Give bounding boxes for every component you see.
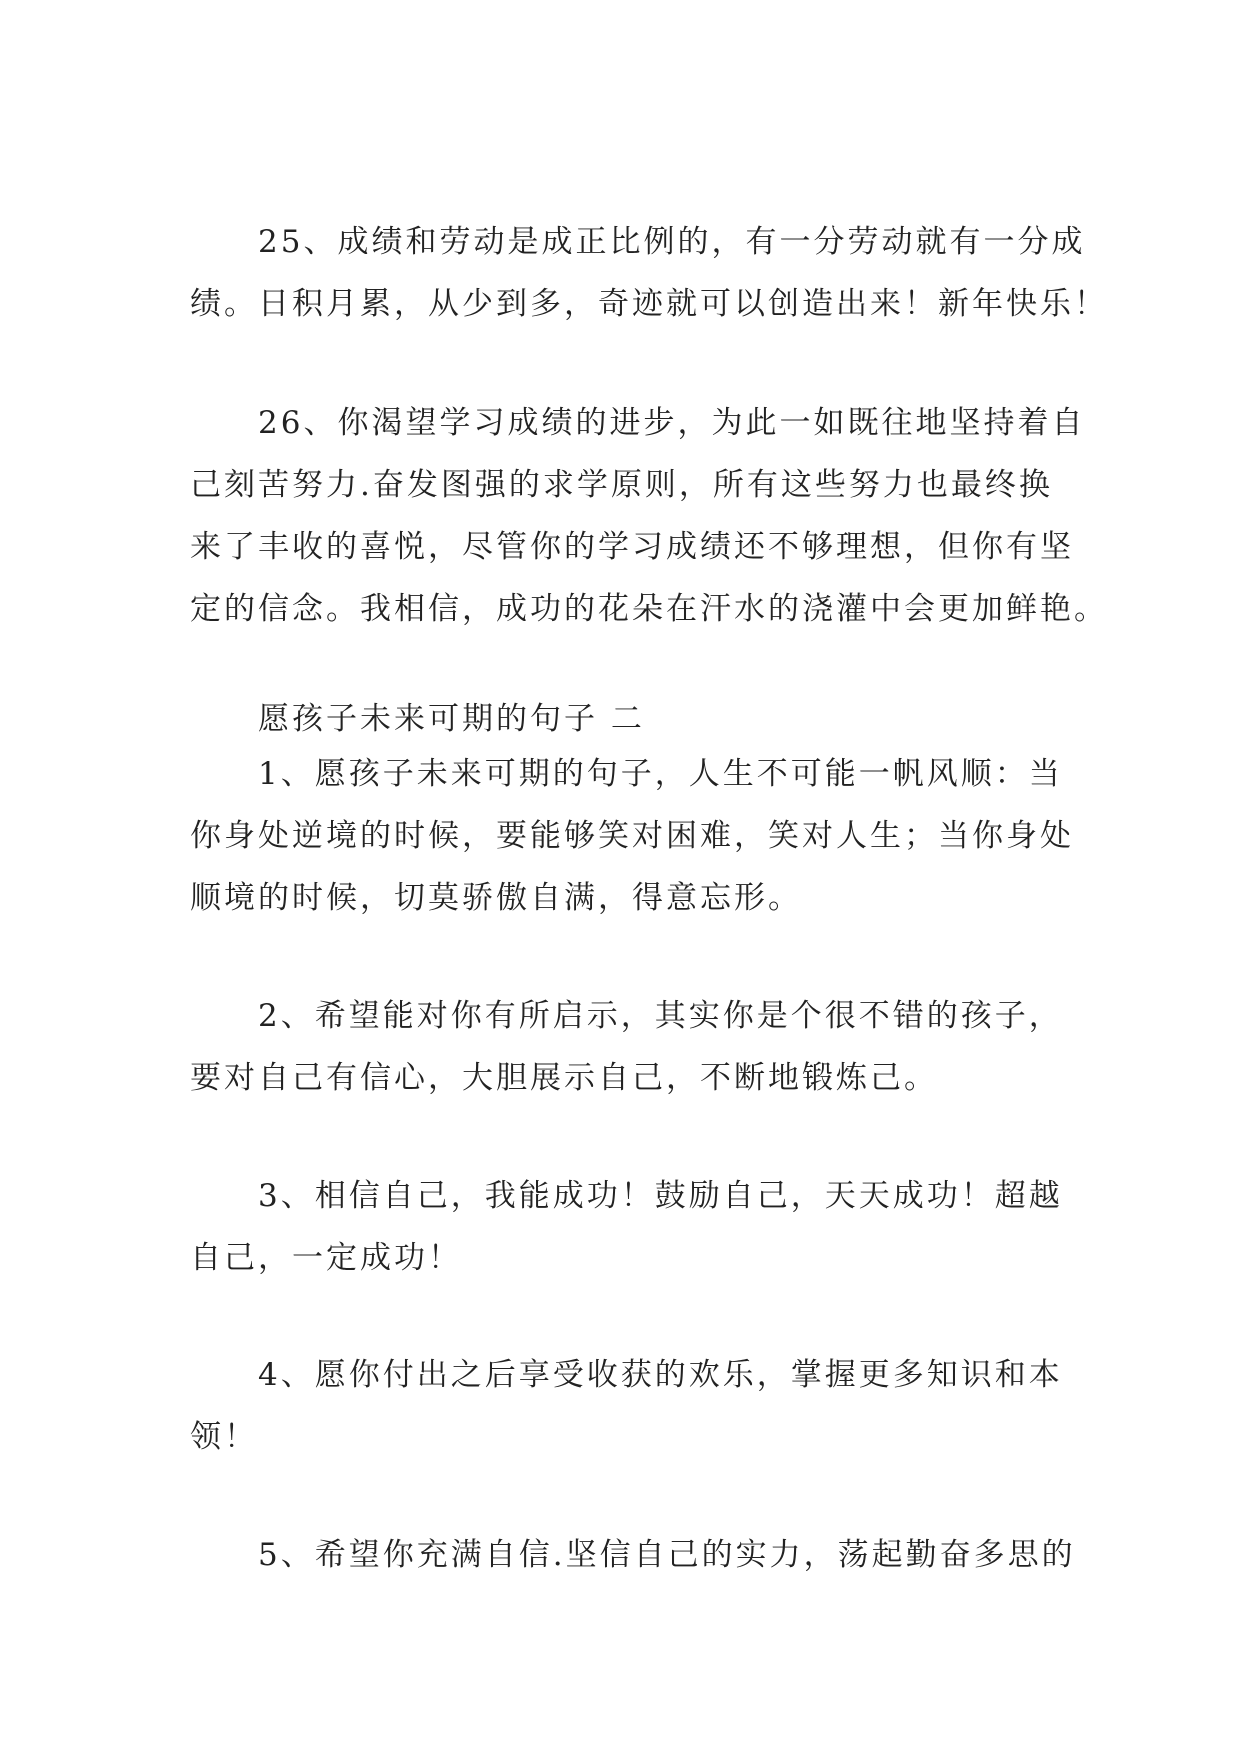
text-line: 4、愿你付出之后享受收获的欢乐，掌握更多知识和本 xyxy=(190,1357,1063,1393)
text-line: 顺境的时候，切莫骄傲自满，得意忘形。 xyxy=(190,880,802,916)
text-line: 25、成绩和劳动是成正比例的，有一分劳动就有一分成 xyxy=(190,224,1086,260)
text-line: 己刻苦努力.奋发图强的求学原则，所有这些努力也最终换 xyxy=(190,467,1053,503)
text-line: 自己，一定成功！ xyxy=(190,1240,462,1276)
text-line: 领！ xyxy=(190,1419,258,1455)
text-line: 定的信念。我相信，成功的花朵在汗水的浇灌中会更加鲜艳。 xyxy=(190,591,1108,627)
text-line: 要对自己有信心，大胆展示自己，不断地锻炼己。 xyxy=(190,1060,938,1096)
text-line: 2、希望能对你有所启示，其实你是个很不错的孩子， xyxy=(190,998,1063,1034)
text-line: 26、你渴望学习成绩的进步，为此一如既往地坚持着自 xyxy=(190,405,1086,441)
text-line: 你身处逆境的时候，要能够笑对困难，笑对人生；当你身处 xyxy=(190,818,1074,854)
text-line: 3、相信自己，我能成功！鼓励自己，天天成功！超越 xyxy=(190,1178,1063,1214)
text-line: 来了丰收的喜悦，尽管你的学习成绩还不够理想，但你有坚 xyxy=(190,529,1074,565)
text-line: 5、希望你充满自信.坚信自己的实力，荡起勤奋多思的 xyxy=(190,1537,1076,1573)
section-heading: 愿孩子未来可期的句子 二 xyxy=(190,701,645,737)
text-line: 1、愿孩子未来可期的句子，人生不可能一帆风顺：当 xyxy=(190,756,1063,792)
text-line: 绩。日积月累，从少到多，奇迹就可以创造出来！新年快乐！ xyxy=(190,286,1108,322)
